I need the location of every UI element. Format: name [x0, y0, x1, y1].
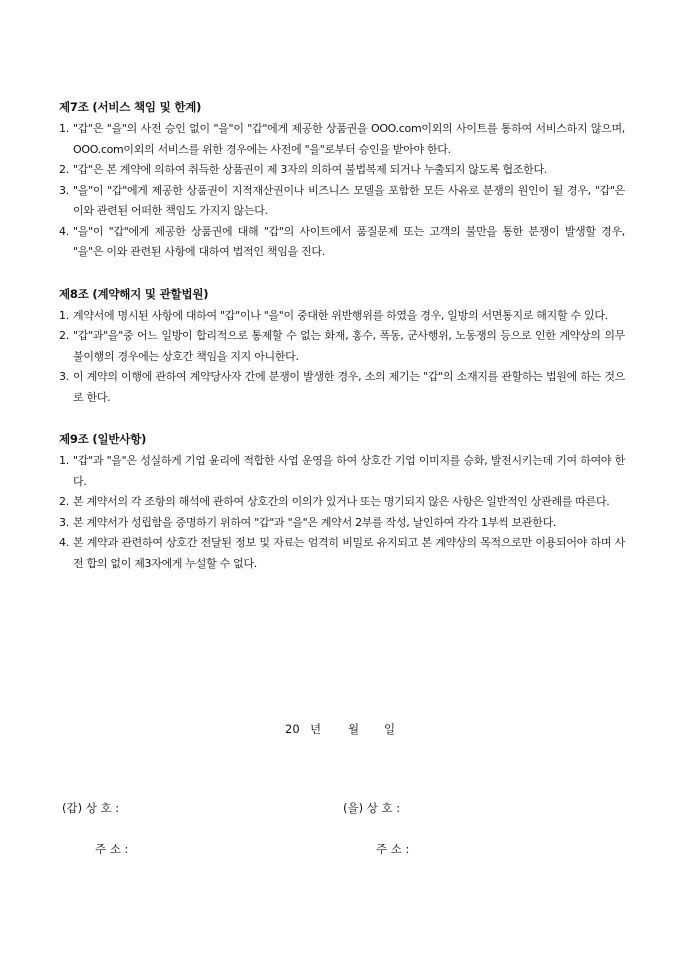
clause-number: 3.: [59, 183, 69, 197]
party-a-company-label: (갑) 상 호 :: [62, 801, 120, 815]
clause-number: 2.: [59, 329, 69, 342]
party-b-company-label: (을) 상 호 :: [343, 801, 401, 815]
clause-item: [59, 492, 625, 513]
clause-text: 본 계약서가 성립함을 증명하기 위하여 "갑"과 "을"은 계약서 2부를 작성, 날인하여 각각 1부씩 보관한다.: [73, 515, 557, 529]
clause-item: [59, 306, 625, 327]
clause-number: 4.: [59, 224, 69, 238]
clause-item: [59, 367, 625, 408]
date-month-label: 월: [348, 722, 360, 736]
clause-item: [59, 451, 625, 492]
clause-number: 2.: [59, 163, 69, 176]
clause-number: 3.: [59, 515, 69, 529]
clause-text: 계약서에 명시된 사항에 대하여 "갑"이나 "을"이 중대한 위반행위를 하였을 경우, 일방의 서면통지로 해지할 수 있다.: [73, 308, 608, 322]
clause-item: [59, 513, 625, 534]
clause-number: 4.: [59, 536, 69, 549]
clause-number: 3.: [59, 370, 69, 383]
clause-text: "갑"은 "을"의 사전 승인 없이 "을"이 "갑"에게 제공한 상품권을 OOO.com이외의 사이트를 통하여 서비스하지 않으며, OOO.com이외의 서비스를 위한 경우에는 사전에 "을"로부터 승인을 받아야 한다.: [73, 122, 625, 156]
clause-text: "갑"과 "을"은 성실하게 기업 윤리에 적합한 사업 운영을 하여 상호간 기업 이미지를 승화, 발전시키는데 기여 하여야 한다.: [73, 454, 625, 488]
party-a-address-label: 주 소 :: [95, 842, 129, 856]
clause-number: 1.: [59, 308, 69, 322]
clause-item: [59, 533, 625, 574]
clause-number: 1.: [59, 454, 69, 467]
clause-text: "을"이 "갑"에게 제공한 상품권이 지적재산권이나 비즈니스 모델을 포함한 모든 사유로 분쟁의 원인이 될 경우, "갑"은 이와 관련된 어떠한 책임도 가지지 않는다.: [73, 183, 625, 217]
clause-item: [59, 160, 625, 181]
clause-text: 본 계약과 관련하여 상호간 전달된 정보 및 자료는 엄격히 비밀로 유지되고 본 계약상의 목적으로만 이용되어야 하며 사전 합의 없이 제3자에게 누설할 수 없다.: [73, 536, 625, 570]
clause-number: 1.: [59, 122, 69, 135]
clause-text: 이 계약의 이행에 관하여 계약당사자 간에 분쟁이 발생한 경우, 소의 제기는 "갑"의 소재지를 관할하는 법원에 하는 것으로 한다.: [73, 370, 625, 404]
clause-text: "을"이 "갑"에게 제공한 상품권에 대해 "갑"의 사이트에서 품질문제 또는 고객의 불만을 통한 분쟁이 발생할 경우, "을"은 이와 관련된 사항에 대하여 법적인 책임을 진다.: [73, 224, 625, 258]
contract-body: [59, 98, 625, 596]
party-b-address-label: 주 소 :: [376, 842, 410, 856]
article-7: [59, 98, 625, 263]
clause-item: [59, 119, 625, 160]
clause-number: 2.: [59, 495, 69, 508]
article-9: [59, 430, 625, 574]
clause-item: [59, 326, 625, 367]
article-title: 제7조 (서비스 책임 및 한계): [59, 100, 202, 114]
clause-item: [59, 181, 625, 222]
date-day-label: 일: [384, 722, 396, 736]
article-8: [59, 285, 625, 409]
article-title: 제9조 (일반사항): [59, 432, 147, 446]
clause-item: [59, 222, 625, 263]
date-year-label: 년: [310, 722, 322, 736]
date-year: 20: [285, 722, 300, 736]
clause-text: "갑"과"을"중 어느 일방이 합리적으로 통제할 수 없는 화재, 홍수, 폭동, 군사행위, 노동쟁의 등으로 인한 계약상의 의무 불이행의 경우에는 상호간 책임을 지지 아니한다.: [73, 329, 625, 363]
clause-text: "갑"은 본 계약에 의하여 취득한 상품권이 제 3자의 의하여 불법복제 되거나 누출되지 않도록 협조한다.: [73, 163, 548, 176]
clause-text: 본 계약서의 각 조항의 해석에 관하여 상호간의 이의가 있거나 또는 명기되지 않은 사항은 일반적인 상관례를 따른다.: [73, 495, 610, 508]
article-title: 제8조 (계약해지 및 관할법원): [59, 286, 209, 301]
